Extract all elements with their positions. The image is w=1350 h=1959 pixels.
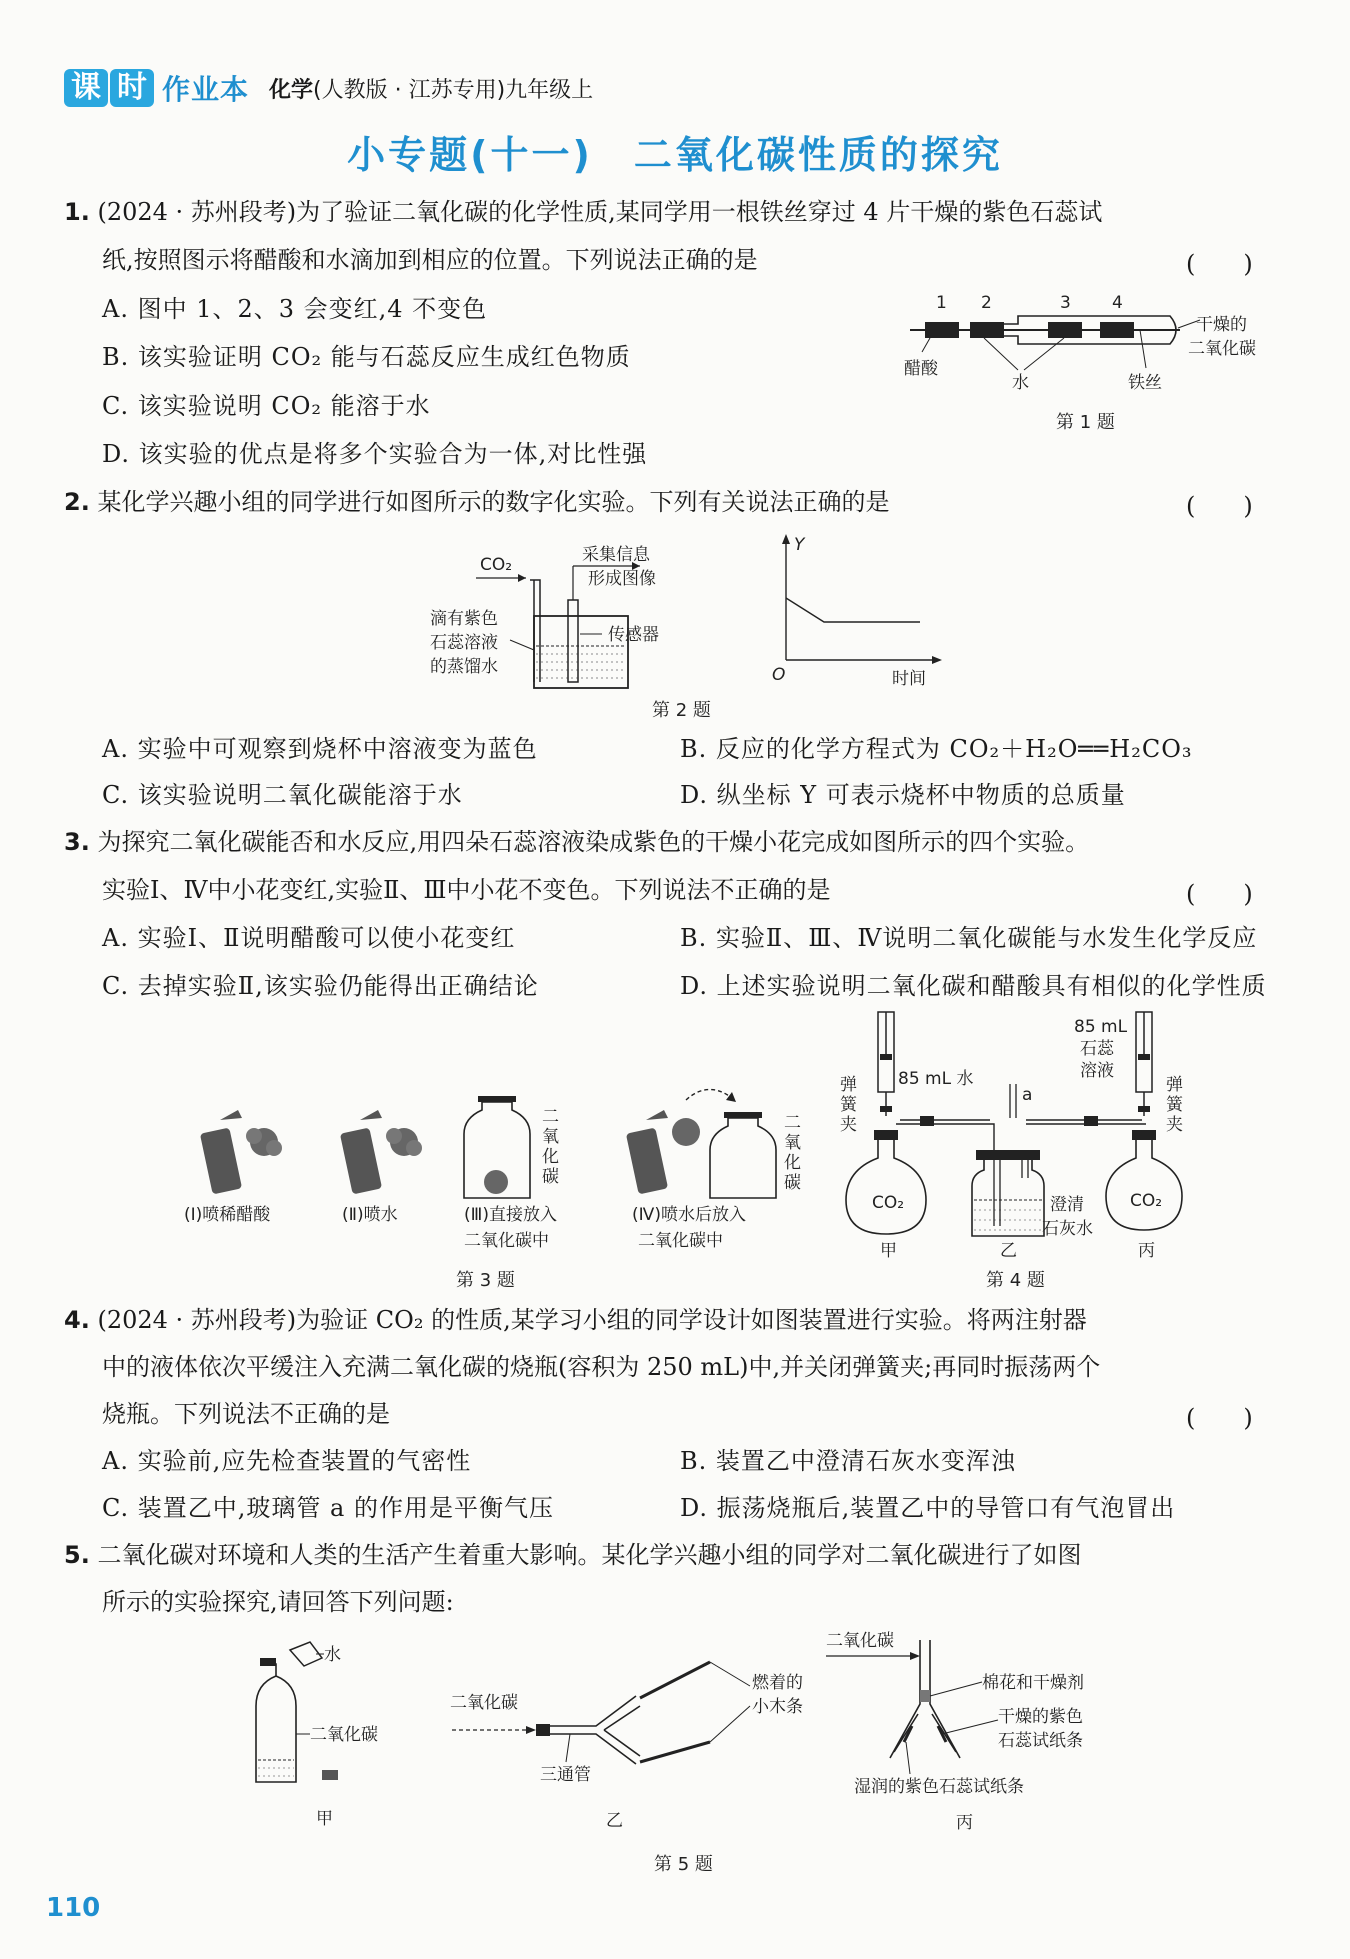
fig4-label-jia: 甲 bbox=[880, 1241, 897, 1261]
q4-line3: 烧瓶。下列说法不正确的是 bbox=[102, 1400, 390, 1428]
page-title: 小专题(十一) 二氧化碳性质的探究 bbox=[347, 133, 1003, 177]
fig3-co2-b3: 化 bbox=[784, 1153, 801, 1173]
fig3-co2-b1: 二 bbox=[784, 1113, 801, 1133]
q4-answer-paren: ( ) bbox=[1186, 1404, 1253, 1432]
q4-option-d: D. 振荡烧瓶后,装置乙中的导管口有气泡冒出 bbox=[680, 1494, 1176, 1522]
figure-1-diagram bbox=[900, 290, 1280, 420]
fig4-clip-left-3: 夹 bbox=[840, 1115, 857, 1135]
fig5-label-yi: 乙 bbox=[606, 1811, 623, 1831]
q3-answer-paren: ( ) bbox=[1186, 880, 1253, 908]
fig1-label-1: 1 bbox=[936, 293, 947, 313]
spray-bottle-2 bbox=[340, 1128, 382, 1195]
q5-line1 bbox=[64, 1539, 1081, 1571]
subject-edition: (人教版 · 江苏专用)九年级上 bbox=[313, 77, 594, 103]
fig4-label-litmus1: 85 mL bbox=[1074, 1017, 1128, 1037]
figure-5-experiments bbox=[240, 1630, 1140, 1850]
q1-option-a: A. 图中 1、2、3 会变红,4 不变色 bbox=[102, 295, 488, 323]
q5-line2: 所示的实验探究,请回答下列问题: bbox=[102, 1588, 454, 1616]
fig4-label-co2-right: CO₂ bbox=[1130, 1191, 1163, 1211]
fig3-label-e3b: 二氧化碳中 bbox=[464, 1231, 549, 1251]
fig4-label-litmus3: 溶液 bbox=[1080, 1061, 1114, 1081]
fig4-label-yi: 乙 bbox=[1000, 1241, 1017, 1261]
fig4-clip-right-2: 簧 bbox=[1166, 1095, 1183, 1115]
litmus-strip-3 bbox=[1048, 322, 1082, 338]
q3-option-c: C. 去掉实验Ⅱ,该实验仍能得出正确结论 bbox=[102, 972, 539, 1000]
q3-option-d: D. 上述实验说明二氧化碳和醋酸具有相似的化学性质 bbox=[680, 972, 1267, 1000]
q4-line2: 中的液体依次平缓注入充满二氧化碳的烧瓶(容积为 250 mL)中,并关闭弹簧夹;再同时振荡两个 bbox=[102, 1353, 1101, 1381]
litmus-strip-2 bbox=[970, 322, 1004, 338]
logo-char-ke: 课 bbox=[64, 69, 108, 107]
fig1-label-3: 3 bbox=[1060, 293, 1071, 313]
q4-option-b: B. 装置乙中澄清石灰水变浑浊 bbox=[680, 1447, 1016, 1475]
fig3-co2-b2: 氧 bbox=[784, 1133, 801, 1153]
litmus-strip-4 bbox=[1100, 322, 1134, 338]
fig3-label-e4b: 二氧化碳中 bbox=[638, 1231, 723, 1251]
q3-option-b: B. 实验Ⅱ、Ⅲ、Ⅳ说明二氧化碳能与水发生化学反应 bbox=[680, 924, 1258, 952]
fig3-co2-a3: 化 bbox=[542, 1147, 559, 1167]
fig5-label-dry2: 石蕊试纸条 bbox=[998, 1731, 1083, 1751]
fig4-label-lime2: 石灰水 bbox=[1042, 1219, 1093, 1239]
fig5-label-jia: 甲 bbox=[316, 1809, 333, 1829]
fig5-label-burn2: 小木条 bbox=[752, 1697, 803, 1717]
figure-2-graph bbox=[770, 532, 950, 692]
figure-3-caption: 第 3 题 bbox=[456, 1270, 515, 1291]
q2-text1: 某化学兴趣小组的同学进行如图所示的数字化实验。下列有关说法正确的是 bbox=[97, 488, 890, 516]
q3-line2: 实验Ⅰ、Ⅳ中小花变红,实验Ⅱ、Ⅲ中小花不变色。下列说法不正确的是 bbox=[102, 876, 831, 904]
fig4-label-a: a bbox=[1022, 1085, 1033, 1105]
fig4-label-water: 85 mL 水 bbox=[898, 1069, 974, 1089]
fig4-clip-left-1: 弹 bbox=[840, 1075, 857, 1095]
tee-tube bbox=[550, 1696, 640, 1764]
spray-bottle-1 bbox=[200, 1128, 242, 1195]
fig5-label-co2-bing: 二氧化碳 bbox=[826, 1631, 894, 1651]
q1-text1: (2024 · 苏州段考)为了验证二氧化碳的化学性质,某同学用一根铁丝穿过 4 片干燥的紫色石蕊试 bbox=[97, 198, 1103, 226]
figure-2-caption: 第 2 题 bbox=[652, 700, 711, 721]
fig4-clip-right-1: 弹 bbox=[1166, 1075, 1183, 1095]
q2-answer-paren: ( ) bbox=[1186, 492, 1253, 520]
figure-1-caption: 第 1 题 bbox=[1056, 412, 1115, 433]
fig3-label-e4a: (Ⅳ)喷水后放入 bbox=[632, 1205, 746, 1225]
book-logo bbox=[64, 68, 249, 108]
q1-answer-paren: ( ) bbox=[1186, 250, 1253, 278]
fig3-label-e3a: (Ⅲ)直接放入 bbox=[464, 1205, 557, 1225]
fig4-label-co2-left: CO₂ bbox=[872, 1193, 905, 1213]
q2-option-c: C. 该实验说明二氧化碳能溶于水 bbox=[102, 781, 463, 809]
fig3-label-e2: (Ⅱ)喷水 bbox=[342, 1205, 398, 1225]
plastic-bottle bbox=[256, 1664, 296, 1782]
fig5-label-co2-jia: 二氧化碳 bbox=[310, 1725, 378, 1745]
fig5-label-bing: 丙 bbox=[956, 1813, 973, 1833]
q1-line2: 纸,按照图示将醋酸和水滴加到相应的位置。下列说法正确的是 bbox=[102, 246, 758, 274]
q1-number: 1. bbox=[64, 198, 90, 226]
fig2-label-co2: CO₂ bbox=[480, 555, 513, 575]
q3-text1: 为探究二氧化碳能否和水反应,用四朵石蕊溶液染成紫色的干燥小花完成如图所示的四个实验。 bbox=[97, 828, 1090, 856]
graph-origin-label: O bbox=[772, 665, 786, 685]
figure-2-apparatus bbox=[430, 540, 710, 690]
fig2-label-collect1: 采集信息 bbox=[582, 545, 650, 565]
flask-bing bbox=[1106, 1140, 1182, 1230]
q2-line1 bbox=[64, 486, 889, 518]
flower-4 bbox=[672, 1118, 700, 1146]
q2-option-a: A. 实验中可观察到烧杯中溶液变为蓝色 bbox=[102, 735, 538, 763]
fig1-label-water: 水 bbox=[1012, 373, 1029, 393]
fig4-label-litmus2: 石蕊 bbox=[1080, 1039, 1114, 1059]
fig4-clip-right-3: 夹 bbox=[1166, 1115, 1183, 1135]
fig2-label-drop3: 的蒸馏水 bbox=[430, 657, 498, 677]
figure-5-caption: 第 5 题 bbox=[654, 1854, 713, 1875]
fig4-clip-left-2: 簧 bbox=[840, 1095, 857, 1115]
gas-jar-4 bbox=[710, 1118, 776, 1198]
q4-option-c: C. 装置乙中,玻璃管 a 的作用是平衡气压 bbox=[102, 1494, 554, 1522]
figure-4-apparatus bbox=[840, 1010, 1200, 1260]
litmus-strip-1 bbox=[925, 322, 959, 338]
q5-number: 5. bbox=[64, 1541, 90, 1569]
graph-curve bbox=[786, 598, 920, 622]
fig5-label-co2-yi: 二氧化碳 bbox=[450, 1693, 518, 1713]
flower-3 bbox=[484, 1170, 508, 1194]
q4-line1 bbox=[64, 1304, 1087, 1336]
logo-char-shi: 时 bbox=[110, 69, 154, 107]
fig1-label-4: 4 bbox=[1112, 293, 1123, 313]
figure-3-experiments bbox=[180, 1070, 800, 1260]
q2-option-b: B. 反应的化学方程式为 CO₂＋H₂O══H₂CO₃ bbox=[680, 735, 1193, 763]
q1-option-b: B. 该实验证明 CO₂ 能与石蕊反应生成红色物质 bbox=[102, 343, 631, 371]
fig2-label-drop1: 滴有紫色 bbox=[430, 609, 498, 629]
fig5-label-water: 水 bbox=[324, 1645, 341, 1665]
fig2-label-sensor: 传感器 bbox=[608, 625, 659, 645]
fig3-co2-a4: 碳 bbox=[542, 1167, 559, 1187]
q1-option-d: D. 该实验的优点是将多个实验合为一体,对比性强 bbox=[102, 440, 648, 468]
fig4-label-bing: 丙 bbox=[1138, 1241, 1155, 1261]
q4-option-a: A. 实验前,应先检查装置的气密性 bbox=[102, 1447, 472, 1475]
fig3-co2-b4: 碳 bbox=[784, 1173, 801, 1193]
fig1-label-dry1: 干燥的 bbox=[1196, 315, 1247, 335]
fig1-label-2: 2 bbox=[981, 293, 992, 313]
q2-option-d: D. 纵坐标 Y 可表示烧杯中物质的总质量 bbox=[680, 781, 1126, 809]
subject-name: 化学 bbox=[269, 77, 314, 103]
fig3-co2-a1: 二 bbox=[542, 1107, 559, 1127]
fig1-label-wire: 铁丝 bbox=[1128, 373, 1162, 393]
q3-option-a: A. 实验Ⅰ、Ⅱ说明醋酸可以使小花变红 bbox=[102, 924, 516, 952]
logo-text: 作业本 bbox=[162, 73, 250, 106]
graph-x-label: 时间 bbox=[892, 669, 926, 689]
page-header bbox=[64, 68, 593, 108]
fig5-label-wet: 湿润的紫色石蕊试纸条 bbox=[854, 1777, 1024, 1797]
subject-line bbox=[269, 73, 593, 104]
page-number: 110 bbox=[46, 1893, 101, 1923]
fig4-label-lime1: 澄清 bbox=[1050, 1195, 1084, 1215]
fig1-label-vinegar: 醋酸 bbox=[904, 359, 938, 379]
q1-line1 bbox=[64, 196, 1102, 228]
fig5-label-burn1: 燃着的 bbox=[752, 1673, 803, 1693]
q4-text1: (2024 · 苏州段考)为验证 CO₂ 的性质,某学习小组的同学设计如图装置进行实验。将两注射器 bbox=[97, 1306, 1087, 1334]
fig3-co2-a2: 氧 bbox=[542, 1127, 559, 1147]
q1-option-c: C. 该实验说明 CO₂ 能溶于水 bbox=[102, 392, 431, 420]
figure-4-caption: 第 4 题 bbox=[986, 1270, 1045, 1291]
q3-line1 bbox=[64, 826, 1089, 858]
fig5-label-dry1: 干燥的紫色 bbox=[998, 1707, 1083, 1727]
q3-number: 3. bbox=[64, 828, 90, 856]
graph-y-label: Y bbox=[794, 535, 805, 555]
fig2-label-collect2: 形成图像 bbox=[588, 569, 656, 589]
fig1-label-dry2: 二氧化碳 bbox=[1188, 339, 1256, 359]
fig5-label-tee: 三通管 bbox=[540, 1765, 591, 1785]
fig3-label-e1: (Ⅰ)喷稀醋酸 bbox=[184, 1205, 271, 1225]
q2-number: 2. bbox=[64, 488, 90, 516]
bottle-yi bbox=[972, 1160, 1044, 1236]
q4-number: 4. bbox=[64, 1306, 90, 1334]
fig2-label-drop2: 石蕊溶液 bbox=[430, 633, 498, 653]
fig5-label-cotton: 棉花和干燥剂 bbox=[982, 1673, 1084, 1693]
q5-text1: 二氧化碳对环境和人类的生活产生着重大影响。某化学兴趣小组的同学对二氧化碳进行了如图 bbox=[97, 1541, 1082, 1569]
spray-bottle-4 bbox=[626, 1128, 668, 1195]
flask-jia bbox=[846, 1140, 926, 1234]
